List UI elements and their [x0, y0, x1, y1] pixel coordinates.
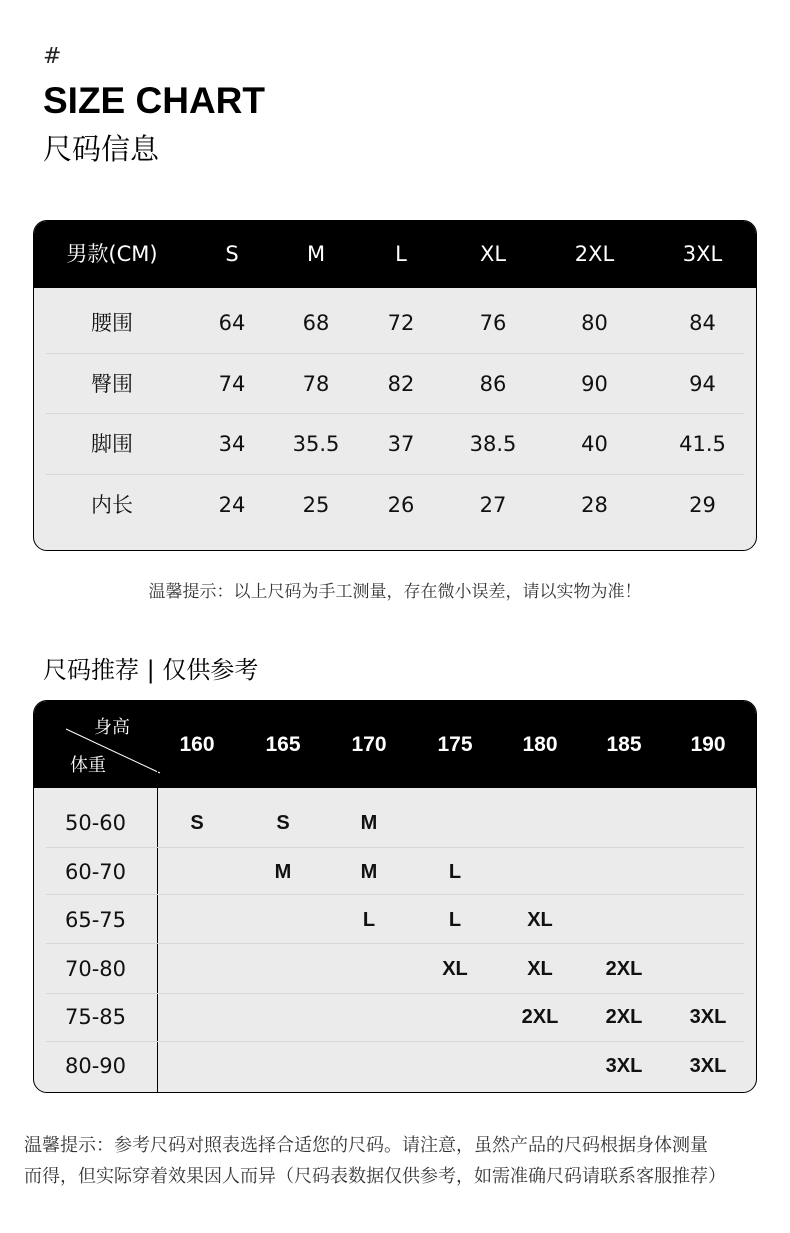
table-cell: 34 [218, 432, 246, 456]
table-row [34, 414, 756, 475]
size-cell [243, 945, 323, 993]
size-cell: XL [527, 958, 553, 980]
size-cell [584, 848, 664, 896]
row-label: 脚围 [91, 432, 133, 456]
size-cell [329, 1042, 409, 1090]
table-cell: 35.5 [292, 432, 340, 456]
size-cell [668, 799, 748, 847]
weight-label: 65-75 [64, 908, 127, 932]
size-cell [157, 993, 237, 1041]
size-cell: S [276, 812, 290, 834]
size-cell [157, 1042, 237, 1090]
size-cell: S [190, 812, 204, 834]
size-cell: XL [527, 909, 553, 931]
row-divider [46, 894, 744, 895]
size-cell [157, 896, 237, 944]
weight-label: 75-85 [64, 1005, 127, 1029]
height-header: 160 [179, 733, 215, 756]
table-row [34, 354, 756, 415]
height-header: 165 [265, 733, 301, 756]
weight-label: 60-70 [64, 860, 127, 884]
table-cell: 84 [689, 311, 716, 335]
table-cell: 94 [689, 372, 716, 396]
size-cell [668, 896, 748, 944]
size-cell [329, 945, 409, 993]
size-cell: M [360, 861, 378, 883]
header-cell: 男款(CM) [66, 242, 158, 266]
size-cell [243, 1042, 323, 1090]
size-cell [500, 799, 580, 847]
table-cell: 41.5 [679, 432, 726, 456]
row-label: 腰围 [91, 311, 133, 335]
table-cell: 90 [581, 372, 608, 396]
header-cell: M [306, 242, 326, 266]
size-cell: L [448, 909, 462, 931]
table-row [34, 945, 756, 993]
size-cell: M [274, 861, 292, 883]
table-cell: 76 [479, 311, 507, 335]
note-line: 温馨提示：参考尺码对照表选择合适您的尺码。请注意，虽然产品的尺码根据身体测量 [24, 1135, 708, 1156]
table-cell: 68 [302, 311, 330, 335]
table-cell: 80 [581, 311, 608, 335]
table-row [34, 799, 756, 847]
header-cell: XL [479, 242, 507, 266]
corner-diagonal [64, 717, 164, 777]
table-row [34, 848, 756, 896]
hash-mark: # [43, 44, 62, 69]
height-header: 175 [437, 733, 473, 756]
table-cell: 72 [387, 311, 415, 335]
table-row [34, 475, 756, 536]
table-cell: 28 [581, 493, 608, 517]
size-cell: L [448, 861, 462, 883]
size-cell: L [362, 909, 376, 931]
size-cell [157, 848, 237, 896]
weight-label: 80-90 [64, 1054, 127, 1078]
table-cell: 26 [387, 493, 415, 517]
table-row [34, 1042, 756, 1090]
corner-height-label: 身高 [94, 717, 130, 738]
weight-label: 50-60 [64, 811, 127, 835]
header-cell: 2XL [574, 242, 615, 266]
table-cell: 40 [581, 432, 608, 456]
size-cell [500, 848, 580, 896]
recommend-title: 尺码推荐 | 仅供参考 [43, 656, 259, 684]
header-cell: L [395, 242, 407, 266]
table-cell: 29 [689, 493, 716, 517]
height-header: 180 [522, 733, 558, 756]
row-label: 臀围 [91, 372, 133, 396]
table-row [34, 993, 756, 1041]
table-cell: 64 [218, 311, 246, 335]
table-cell: 38.5 [469, 432, 517, 456]
height-header: 185 [606, 733, 642, 756]
table-cell: 37 [387, 432, 415, 456]
size-cell: XL [442, 958, 468, 980]
table-cell: 24 [218, 493, 246, 517]
weight-label: 70-80 [64, 957, 127, 981]
table-cell: 78 [302, 372, 330, 396]
size-cell [243, 896, 323, 944]
size-cell: 2XL [521, 1006, 559, 1028]
recommend-note [24, 1130, 784, 1192]
size-cell: M [360, 812, 378, 834]
size-cell: 3XL [605, 1055, 643, 1077]
table-header-row [34, 701, 756, 788]
note-line: 而得，但实际穿着效果因人而异（尺码表数据仅供参考，如需准确尺码请联系客服推荐） [24, 1166, 726, 1187]
table-header-row [34, 221, 756, 288]
size-recommend-table [33, 700, 757, 1093]
size-cell [243, 993, 323, 1041]
table-cell: 74 [218, 372, 246, 396]
size-cell [500, 1042, 580, 1090]
table-cell: 27 [479, 493, 507, 517]
header-cell: 3XL [682, 242, 723, 266]
height-header: 170 [351, 733, 387, 756]
size-cell [668, 945, 748, 993]
table-cell: 25 [302, 493, 330, 517]
corner-weight-label: 体重 [70, 755, 106, 776]
size-measurement-table [33, 220, 757, 551]
size-cell: 2XL [605, 1006, 643, 1028]
row-label: 内长 [91, 493, 133, 517]
page-subtitle: 尺码信息 [43, 132, 160, 166]
header-cell: S [225, 242, 239, 266]
size-cell [415, 1042, 495, 1090]
table-row [34, 896, 756, 944]
size-cell [584, 896, 664, 944]
table-cell: 86 [479, 372, 507, 396]
size-cell [157, 945, 237, 993]
table-row [34, 293, 756, 354]
measurement-note: 温馨提示：以上尺码为手工测量，存在微小误差，请以实物为准！ [148, 582, 642, 602]
row-divider [46, 943, 744, 944]
size-cell: 3XL [689, 1006, 727, 1028]
size-cell [415, 993, 495, 1041]
size-cell [668, 848, 748, 896]
size-cell [584, 799, 664, 847]
size-cell [415, 799, 495, 847]
page-title: SIZE CHART [43, 80, 265, 121]
size-cell [329, 993, 409, 1041]
height-header: 190 [690, 733, 726, 756]
size-cell: 2XL [605, 958, 643, 980]
table-cell: 82 [387, 372, 415, 396]
size-cell: 3XL [689, 1055, 727, 1077]
